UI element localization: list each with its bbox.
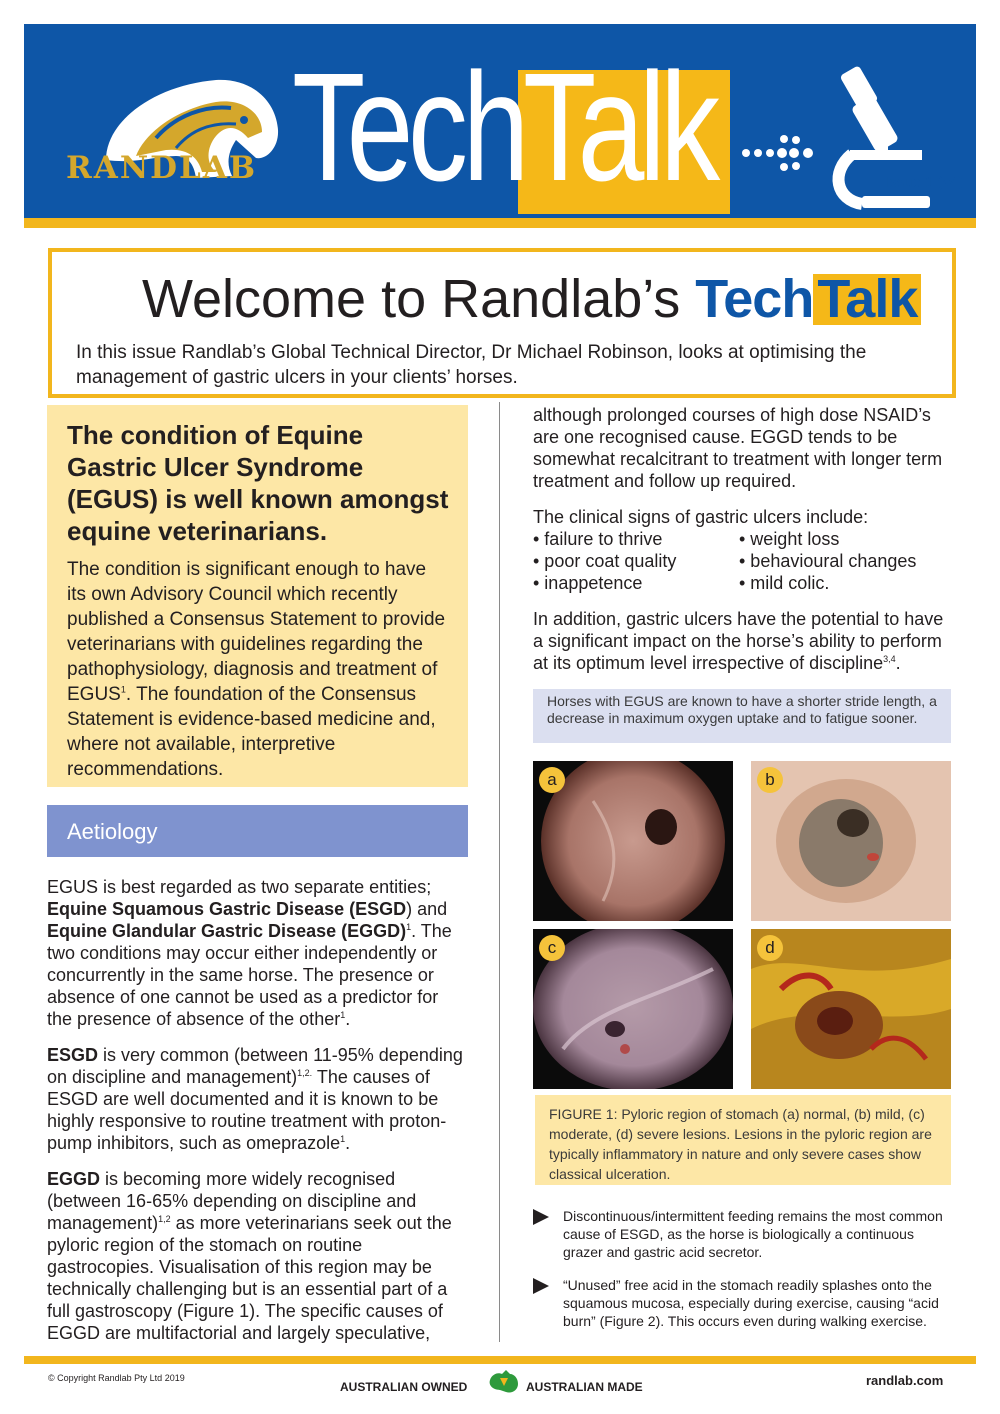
issue-label: Issue 1 (v4) bbox=[885, 174, 964, 191]
eggd-term: EGGD bbox=[47, 1169, 101, 1189]
eggd-continued: although prolonged courses of high dose NSAID’s are one recognised cause. EGGD tends to be somewhat recalcitrant to treatment with longer term treatment and follow up required. bbox=[533, 405, 943, 491]
text-span: as more veterinarians seek out the pyloric region of the stomach on routine gastrocopies. Visualisation of this region may be technically challenging but is an essential part of a full gastroscopy (Figure 1). The specific causes of EGGD are multifactorial and largely speculative, bbox=[47, 1213, 452, 1343]
reference-sup: 3,4 bbox=[883, 654, 896, 664]
reference-sup: 1 bbox=[120, 684, 126, 695]
esgd-term: Equine Squamous Gastric Disease (ESGD bbox=[47, 899, 407, 919]
bullet-text: Discontinuous/intermittent feeding remains the most common cause of ESGD, as the horse is biologically a continuous grazer and gastric acid secretor. bbox=[563, 1208, 943, 1260]
column-divider bbox=[499, 402, 500, 1342]
list-item: • mild colic. bbox=[739, 573, 830, 593]
text-span: . bbox=[895, 653, 901, 673]
aetiology-paragraph-2 bbox=[47, 1044, 468, 1154]
reference-sup: 1,2 bbox=[158, 1214, 171, 1224]
copyright: © Copyright Randlab Pty Ltd 2019 bbox=[48, 1373, 185, 1383]
gastroscopy-photo-b bbox=[751, 761, 951, 921]
horse-logo-icon bbox=[66, 60, 316, 220]
intro-text-end: . The foundation of the Consensus Statement is evidence-based medicine and, where not available, interpretive recommendations. bbox=[67, 684, 436, 780]
text-span: is very common (between 11-95% depending on discipline and management) bbox=[47, 1045, 463, 1087]
australian-made: AUSTRALIAN MADE bbox=[526, 1380, 643, 1394]
gastroscopy-photo-c bbox=[533, 929, 733, 1089]
welcome-intro: In this issue Randlab’s Global Technical Director, Dr Michael Robinson, looks at optimising the management of gastric ulcers in your clients’ horses. bbox=[76, 342, 867, 388]
photo-label: d bbox=[757, 935, 783, 961]
aetiology-title: Aetiology bbox=[67, 819, 158, 844]
gastroscopy-photo-d bbox=[751, 929, 951, 1089]
list-item: • poor coat quality bbox=[533, 551, 677, 571]
gastroscopy-photo-a bbox=[533, 761, 733, 921]
list-item: • weight loss bbox=[739, 529, 840, 549]
photo-label: b bbox=[757, 767, 783, 793]
list-item: • inappetence bbox=[533, 573, 643, 593]
text-span: EGUS is best regarded as two separate entities; bbox=[47, 877, 432, 897]
intro-heading: The condition of Equine Gastric Ulcer Syndrome (EGUS) is well known amongst equine veterinarians. bbox=[67, 420, 449, 546]
reference-sup: 1 bbox=[406, 922, 412, 932]
bullet-free-acid bbox=[533, 1276, 953, 1330]
text-span: is becoming more widely recognised (between 16-65% depending on discipline and management) bbox=[47, 1169, 417, 1233]
header-banner bbox=[24, 24, 976, 228]
list-item: • failure to thrive bbox=[533, 529, 663, 549]
text-span: . The two conditions may occur either independently or concurrently in the same horse. The presence or absence of one cannot be used as a predictor for the presence of absence of the other bbox=[47, 921, 452, 1029]
title-talk: Talk bbox=[523, 41, 715, 213]
list-item: • behavioural changes bbox=[739, 551, 917, 571]
website-url[interactable]: randlab.com bbox=[866, 1373, 944, 1388]
performance-paragraph bbox=[533, 608, 957, 674]
figure-caption: FIGURE 1: Pyloric region of stomach (a) normal, (b) mild, (c) moderate, (d) severe lesions. Lesions in the pyloric region are typically inflammatory in nature and only severe cases show classical ulceration. bbox=[535, 1095, 951, 1185]
eggd-term: Equine Glandular Gastric Disease (EGGD) bbox=[47, 921, 407, 941]
intro-panel bbox=[47, 405, 468, 787]
text-span: ) and bbox=[406, 899, 448, 919]
welcome-title bbox=[142, 268, 921, 330]
egus-callout: Horses with EGUS are known to have a shorter stride length, a decrease in maximum oxygen uptake and to fatigue sooner. bbox=[533, 689, 951, 743]
photo-label: c bbox=[539, 935, 565, 961]
photo-label: a bbox=[539, 767, 565, 793]
intro-text-main: The condition is significant enough to have its own Advisory Council which recently published a Consensus Statement to provide veterinarians with guidelines regarding the pathophysiology, diagnosis and treatment of EGUS bbox=[67, 559, 446, 705]
welcome-title-prefix: Welcome to Randlab’s bbox=[142, 269, 696, 329]
arrow-dots-icon bbox=[738, 118, 818, 188]
right-column bbox=[533, 404, 957, 688]
text-span: . bbox=[345, 1133, 351, 1153]
welcome-box bbox=[48, 248, 956, 398]
bullet-feeding bbox=[533, 1207, 953, 1261]
footer-rule bbox=[24, 1356, 976, 1364]
text-span: The causes of ESGD are well documented and it is known to be highly responsive to routine treatment with proton-pump inhibitors, such as omeprazole bbox=[47, 1067, 447, 1153]
clinical-signs-list bbox=[533, 528, 957, 594]
triangle-bullet-icon bbox=[533, 1209, 549, 1225]
brand-wordmark: RANDLAB bbox=[66, 150, 258, 186]
welcome-title-tech: Tech bbox=[695, 269, 814, 329]
australia-map-icon bbox=[486, 1368, 522, 1396]
text-span: . bbox=[345, 1009, 351, 1029]
aetiology-paragraph-1 bbox=[47, 876, 468, 1030]
aetiology-section-bar bbox=[47, 805, 468, 857]
reference-sup: 1,2. bbox=[297, 1068, 313, 1078]
triangle-bullet-icon bbox=[533, 1278, 549, 1294]
header-rule bbox=[24, 218, 976, 228]
clinical-signs-intro: The clinical signs of gastric ulcers include: bbox=[533, 507, 869, 527]
aetiology-paragraph-3 bbox=[47, 1168, 468, 1344]
bullet-text: “Unused” free acid in the stomach readily splashes onto the squamous mucosa, especially during exercise, causing “acid burn” (Figure 2). This occurs even during walking exercise. bbox=[563, 1277, 939, 1329]
australian-owned: AUSTRALIAN OWNED bbox=[340, 1380, 468, 1394]
reference-sup: 1 bbox=[340, 1134, 346, 1144]
aetiology-body bbox=[47, 876, 468, 1358]
text-span: In addition, gastric ulcers have the potential to have a significant impact on the horse’s ability to perform at its optimum level irrespective of discipline bbox=[533, 609, 944, 673]
intro-text bbox=[67, 557, 450, 782]
title-tech: Tech bbox=[292, 41, 524, 213]
esgd-term: ESGD bbox=[47, 1045, 99, 1065]
reference-sup: 1 bbox=[340, 1010, 346, 1020]
welcome-title-talk: Talk bbox=[813, 274, 921, 325]
